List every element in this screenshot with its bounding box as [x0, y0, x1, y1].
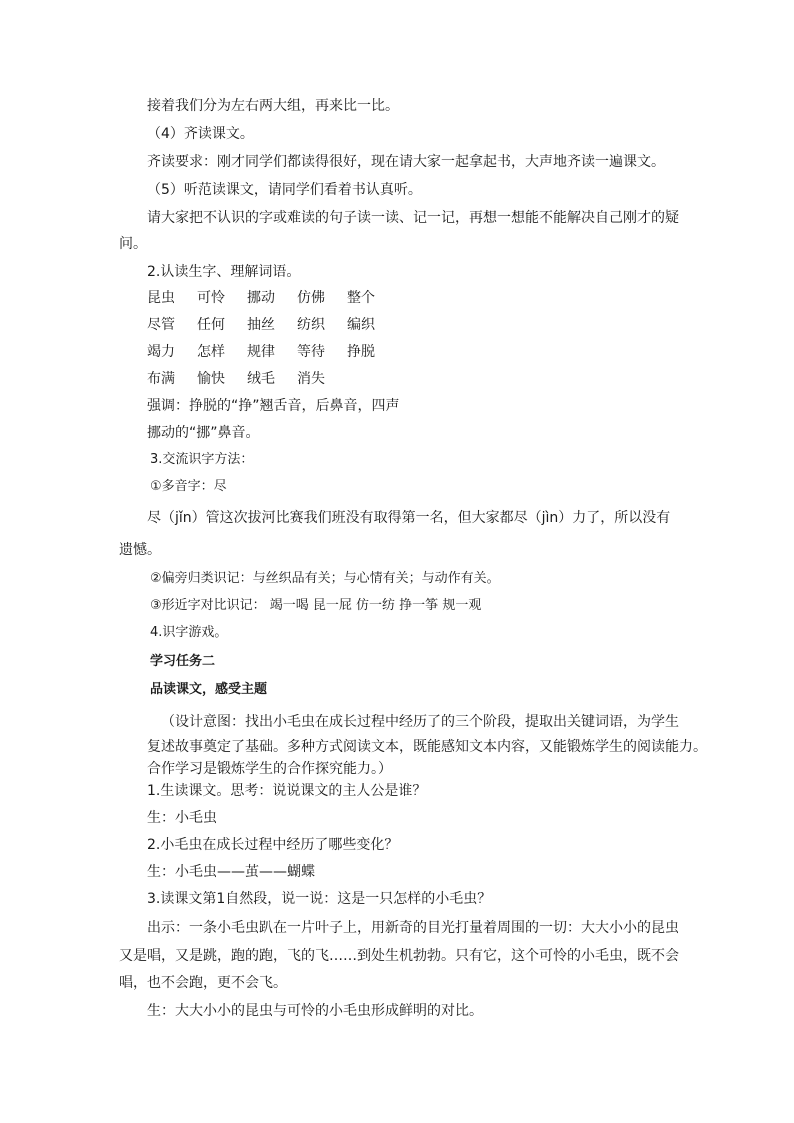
word: 愉快 — [197, 371, 225, 387]
text-line: 4.识字游戏。 — [150, 625, 228, 640]
text-line: 生：小毛虫——茧——蝴蝶 — [147, 864, 315, 880]
word: 绒毛 — [247, 371, 275, 387]
word-row — [147, 369, 347, 389]
word: 编织 — [347, 317, 375, 333]
word-row — [147, 342, 397, 362]
text-line: 合作学习是锻炼学生的合作探究能力。） — [147, 761, 392, 777]
word: 布满 — [147, 371, 175, 387]
word: 仿佛 — [297, 290, 325, 306]
text-line: ②偏旁归类识记：与丝织品有关；与心情有关；与动作有关。 — [150, 571, 500, 586]
word: 可怜 — [197, 290, 225, 306]
word: 等待 — [297, 344, 325, 360]
word: 竭力 — [147, 344, 175, 360]
text-line: 请大家把不认识的字或难读的句子读一读、记一记，再想一想能不能解决自己刚才的疑 — [147, 210, 679, 226]
text-line: 挪动的“挪”鼻音。 — [147, 425, 260, 441]
word: 纺织 — [297, 317, 325, 333]
text-line: 又是唱，又是跳，跑的跑，飞的飞……到处生机勃勃。只有它，这个可怜的小毛虫，既不会 — [119, 948, 679, 964]
text-line: （设计意图：找出小毛虫在成长过程中经历了的三个阶段，提取出关键词语，为学生 — [161, 714, 679, 730]
word: 昆虫 — [147, 290, 175, 306]
word: 抽丝 — [247, 317, 275, 333]
text-line: 唱，也不会跑，更不会飞。 — [119, 975, 287, 991]
word: 任何 — [197, 317, 225, 333]
word: 规律 — [247, 344, 275, 360]
text-line: 1.生读课文。思考：说说课文的主人公是谁？ — [147, 783, 427, 799]
text-line: 生：小毛虫 — [147, 810, 217, 826]
word: 整个 — [347, 290, 375, 306]
text-line: 出示：一条小毛虫趴在一片叶子上，用新奇的目光打量着周围的一切：大大小小的昆虫 — [147, 920, 679, 936]
text-line: ③形近字对比识记： 竭一喝 昆一屁 仿一纺 挣一筝 规一观 — [150, 598, 482, 613]
text-line: 齐读要求：刚才同学们都读得很好，现在请大家一起拿起书，大声地齐读一遍课文。 — [147, 154, 665, 170]
text-line: 尽（jǐn）管这次拔河比赛我们班没有取得第一名，但大家都尽（jìn）力了，所以没有 — [147, 510, 671, 526]
word-row — [147, 315, 397, 335]
text-line: ①多音字：尽 — [150, 479, 227, 494]
text-line: 3.交流识字方法： — [150, 452, 254, 467]
word: 消失 — [297, 371, 325, 387]
word: 挣脱 — [347, 344, 375, 360]
text-line: 生：大大小小的昆虫与可怜的小毛虫形成鲜明的对比。 — [147, 1003, 483, 1019]
text-line: 问。 — [119, 236, 147, 252]
text-line: 接着我们分为左右两大组，再来比一比。 — [147, 98, 399, 114]
text-line: 遗憾。 — [119, 542, 161, 558]
text-line: 复述故事奠定了基础。多种方式阅读文本，既能感知文本内容，又能锻炼学生的阅读能力。 — [147, 739, 707, 755]
text-line: 2.小毛虫在成长过程中经历了哪些变化？ — [147, 837, 399, 853]
word: 挪动 — [247, 290, 275, 306]
text-line: （5）听范读课文，请同学们看着书认真听。 — [147, 182, 422, 198]
word: 怎样 — [197, 344, 225, 360]
section-subheading: 品读课文，感受主题 — [150, 682, 268, 697]
section-heading: 学习任务二 — [150, 654, 216, 669]
text-line: （4）齐读课文。 — [147, 126, 254, 142]
text-line: 强调：挣脱的“挣”翘舌音，后鼻音，四声 — [147, 398, 400, 414]
text-line: 3.读课文第1自然段，说一说：这是一只怎样的小毛虫？ — [147, 891, 492, 907]
word-row — [147, 288, 397, 308]
text-line: 2.认读生字、理解词语。 — [147, 264, 301, 280]
word: 尽管 — [147, 317, 175, 333]
